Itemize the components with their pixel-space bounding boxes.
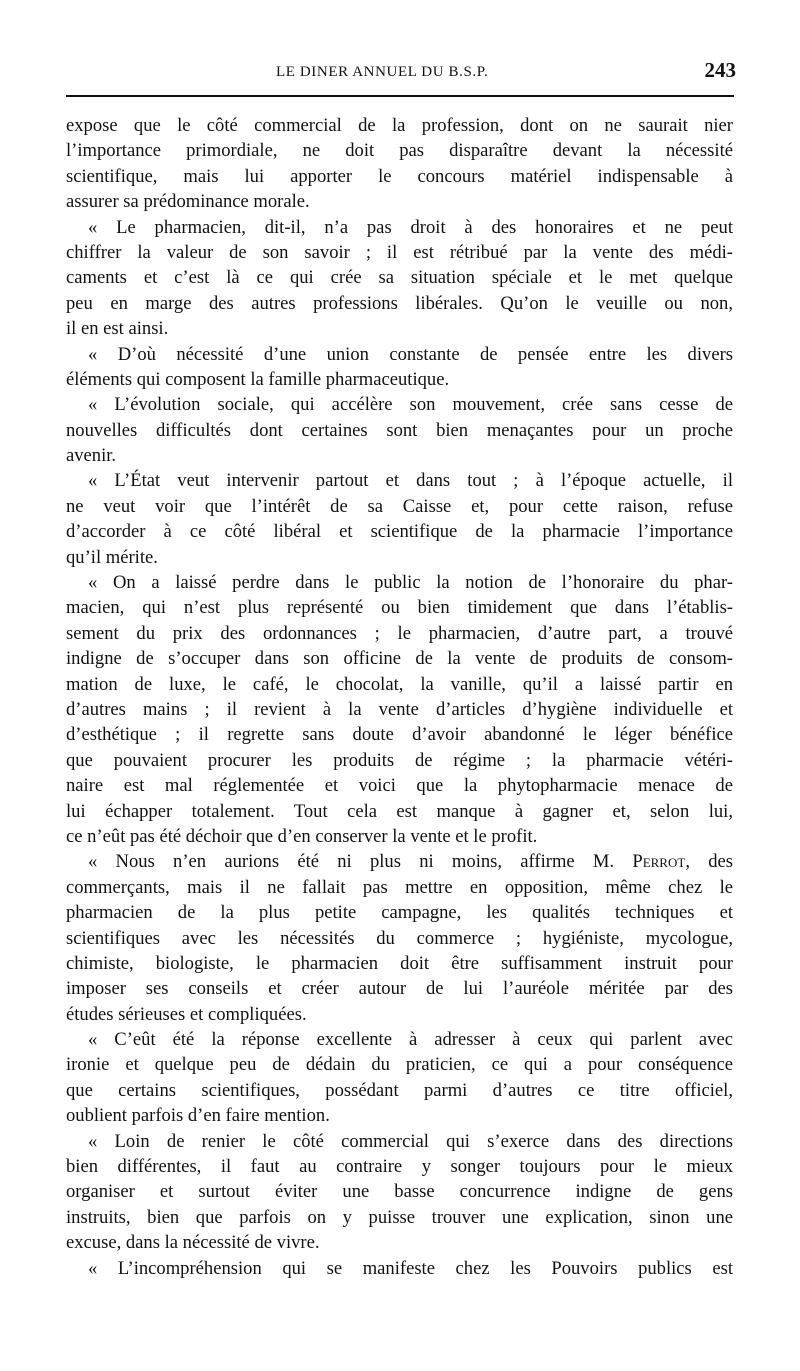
text-line: « L’État veut intervenir partout et dans tout ; à l’époque actuelle, il xyxy=(88,470,733,492)
text-line: ironie et quelque peu de dédain du praticien, ce qui a pour conséquence xyxy=(66,1054,733,1076)
text-line: ce n’eût pas été déchoir que d’en conserver la vente et le profit. xyxy=(66,825,538,847)
text-line: mation de luxe, le café, le chocolat, la vanille, qu’il a laissé partir en xyxy=(66,673,733,695)
text-line: « L’évolution sociale, qui accélère son mouvement, crée sans cesse de xyxy=(88,394,733,416)
author-name: Perrot xyxy=(632,851,686,873)
text-line: d’autres mains ; il revient à la vente d’articles d’hygiène individuelle et xyxy=(66,698,733,720)
text-line: lui échapper totalement. Tout cela est manque à gagner et, selon lui, xyxy=(66,800,733,822)
header-rule xyxy=(66,95,734,97)
text-line: « Le pharmacien, dit-il, n’a pas droit à des honoraires et ne peut xyxy=(88,216,733,238)
text-line: « On a laissé perdre dans le public la notion de l’honoraire du phar- xyxy=(88,572,733,594)
page-number: 243 xyxy=(704,58,736,82)
text-line: avenir. xyxy=(66,445,117,467)
text-line: l’importance primordiale, ne doit pas disparaître devant la nécessité xyxy=(66,140,733,162)
text-line: peu en marge des autres professions libérales. Qu’on le veuille ou non, xyxy=(66,292,733,314)
text-line: études sérieuses et compliquées. xyxy=(66,1003,307,1025)
text-line: caments et c’est là ce qui crée sa situation spéciale et le met quelque xyxy=(66,267,733,289)
text-line: que pouvaient procurer les produits de régime ; la pharmacie vétéri- xyxy=(66,749,733,771)
text-line: que certains scientifiques, possédant parmi d’autres ce titre officiel, xyxy=(66,1079,733,1101)
text-line: chimiste, biologiste, le pharmacien doit être suffisamment instruit pour xyxy=(66,952,733,974)
text-line: assurer sa prédominance morale. xyxy=(66,191,310,213)
text-line: commerçants, mais il ne fallait pas mettre en opposition, même chez le xyxy=(66,876,733,898)
text-line: il en est ainsi. xyxy=(66,318,169,340)
text-line: pharmacien de la plus petite campagne, les qualités techniques et xyxy=(66,902,733,924)
text-line: « C’eût été la réponse excellente à adresser à ceux qui parlent avec xyxy=(88,1029,733,1051)
text-line: oublient parfois d’en faire mention. xyxy=(66,1105,330,1127)
text-line: expose que le côté commercial de la profession, dont on ne saurait nier xyxy=(66,115,733,136)
text-line: d’accorder à ce côté libéral et scientifique de la pharmacie l’importance xyxy=(66,521,733,543)
text-line: organiser et surtout éviter une basse concurrence indigne de gens xyxy=(66,1181,733,1203)
text-line: excuse, dans la nécessité de vivre. xyxy=(66,1232,320,1254)
text-line: bien différentes, il faut au contraire y songer toujours pour le mieux xyxy=(66,1156,733,1178)
text-line: naire est mal réglementée et voici que la phytopharmacie menace de xyxy=(66,775,733,797)
text-line: ne veut voir que l’intérêt de sa Caisse et, pour cette raison, refuse xyxy=(66,495,733,517)
running-title: LE DINER ANNUEL DU B.S.P. xyxy=(276,64,489,80)
text-line: qu’il mérite. xyxy=(66,546,158,568)
text-line: chiffrer la valeur de son savoir ; il est rétribué par la vente des médi- xyxy=(66,241,733,263)
text-line: « Loin de renier le côté commercial qui s’exerce dans des directions xyxy=(88,1130,733,1152)
body-text xyxy=(66,113,733,1281)
text-line: éléments qui composent la famille pharmaceutique. xyxy=(66,368,450,390)
text-line: indigne de s’occuper dans son officine de la vente de produits de consom- xyxy=(66,648,733,670)
text-line: « D’où nécessité d’une union constante de pensée entre les divers xyxy=(88,343,733,365)
text-line: scientifiques avec les nécessités du commerce ; hygiéniste, mycologue, xyxy=(66,927,733,949)
text-line: macien, qui n’est plus représenté ou bien timidement que dans l’établis- xyxy=(66,597,733,619)
text-line: instruits, bien que parfois on y puisse trouver une explication, sinon une xyxy=(66,1206,733,1228)
text-line: scientifique, mais lui apporter le concours matériel indispensable à xyxy=(66,165,733,187)
running-head xyxy=(66,58,736,88)
text-line: « L’incompréhension qui se manifeste chez les Pouvoirs publics est xyxy=(88,1257,733,1279)
text-line: nouvelles difficultés dont certaines sont bien menaçantes pour un proche xyxy=(66,419,733,441)
text-line: d’esthétique ; il regrette sans doute d’avoir abandonné le léger bénéfice xyxy=(66,724,733,746)
text-line: « Nous n’en aurions été ni plus ni moins, affirme M. Perrot, des xyxy=(88,851,733,873)
text-line: sement du prix des ordonnances ; le pharmacien, d’autre part, a trouvé xyxy=(66,622,733,644)
text-line: imposer ses conseils et créer autour de lui l’auréole méritée par des xyxy=(66,978,733,1000)
